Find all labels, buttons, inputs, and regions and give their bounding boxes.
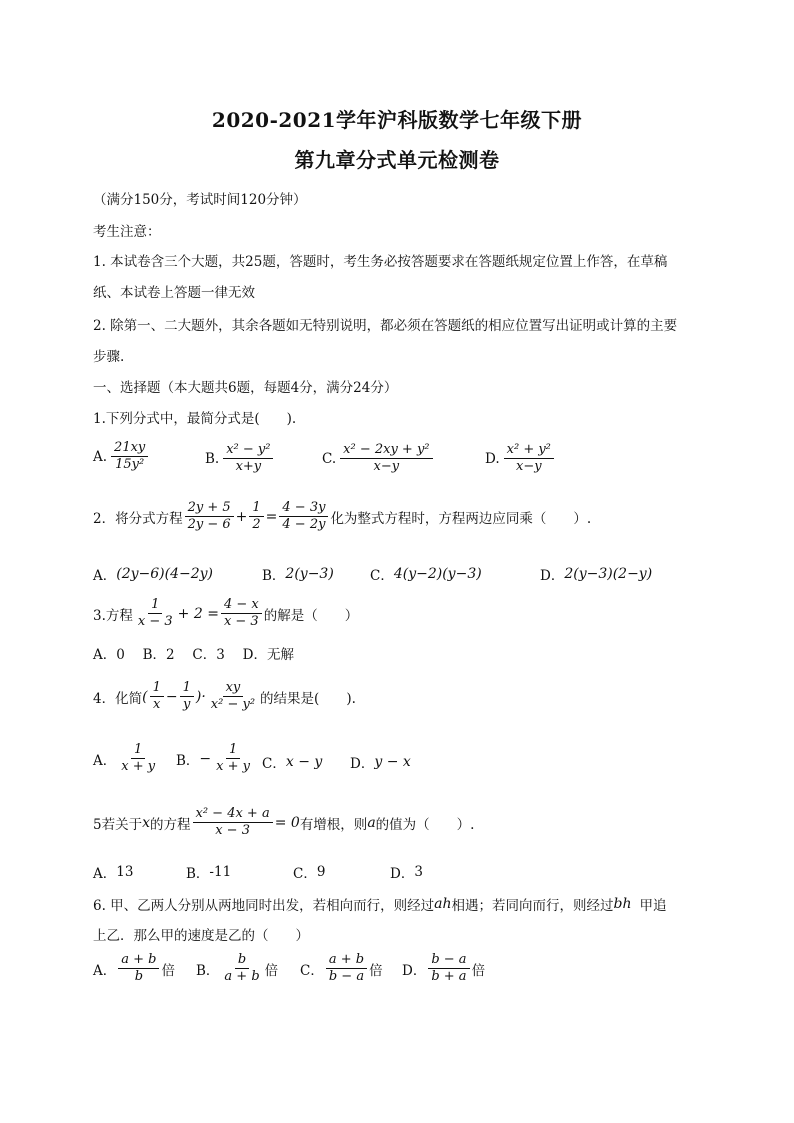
fraction [135,597,176,631]
denominator: x−y [373,459,400,475]
denominator: x+y [235,459,262,475]
stem-text: 3.方程 [93,607,133,624]
question-6-line-1 [93,894,667,914]
notice-1-line-1: 1. 本试卷含三个大题，共25题，答题时，考生务必按答题要求在答题纸规定位置上作答，在草稿 [93,254,668,270]
option-expr: (2y−6)(4−2y) [116,566,214,582]
numerator: xy [223,680,244,697]
denominator: b + a [431,969,467,985]
denominator: x − 3 [223,614,259,630]
denominator: x² − y² [210,697,256,713]
q1-option-d[interactable] [485,442,556,476]
option-label: B． [176,752,200,769]
denominator: a + b [224,969,260,985]
option-label: A． [93,568,117,584]
numerator: 2y + 5 [185,500,234,517]
fraction [180,680,194,714]
option-value: -11 [209,864,232,880]
variable: bh [613,896,632,912]
operator: − [165,688,178,705]
operator: + 2 = [177,605,219,622]
option-label: C. [322,450,337,467]
q4-option-a[interactable] [93,742,160,776]
option-label: A． [93,962,117,979]
notice-1-line-2: 纸、本试卷上答题一律无效 [93,285,255,301]
q2-option-d[interactable] [540,564,652,584]
option-expr: 2(y−3)(2−y) [564,566,653,582]
fraction [111,440,148,474]
q5-option-a[interactable] [93,862,133,882]
q2-option-c[interactable] [370,564,482,584]
stem-text: 化为整式方程时，方程两边应同乘（ ）. [330,510,592,527]
variable: x [142,814,150,831]
q1-option-a[interactable] [93,440,150,474]
operator: − [199,750,212,767]
q2-option-a[interactable] [93,564,213,584]
notice-2-line-2: 步骤. [93,349,125,365]
denominator: b − a [328,969,365,985]
numerator: a + b [118,952,159,969]
option-label: C． [370,568,394,584]
option-label: C． [262,756,286,772]
q5-option-b[interactable] [186,862,231,882]
option-expr: y − x [374,754,411,770]
fraction [213,742,253,776]
q6-option-a[interactable] [93,952,175,986]
numerator: 1 [180,680,194,697]
fraction [223,442,273,476]
question-5-stem [93,806,474,840]
denominator: 2 [252,517,261,533]
option-label: B. [205,450,220,467]
option-label: C． [293,866,317,882]
numerator: x² − y² [223,442,273,459]
option-label: B． [262,568,286,584]
numerator: 1 [148,597,162,614]
numerator: a + b [326,952,367,969]
stem-text: 甲追 [639,898,667,914]
denominator: x−y [515,459,542,475]
numerator: x² − 4x + a [193,806,273,823]
numerator: b [235,952,249,969]
q6-option-b[interactable] [196,952,278,986]
q6-option-c[interactable] [300,952,383,986]
option-label: D. [485,450,500,467]
q5-option-c[interactable] [293,862,325,882]
notice-title: 考生注意： [93,224,161,240]
page-title: 2020-2021学年沪科版数学七年级下册 [211,108,583,132]
variable: ah [434,896,452,912]
numerator: x² − 2xy + y² [340,442,432,459]
option-label: D． [402,962,427,979]
fraction [208,680,258,714]
q5-option-d[interactable] [390,862,423,882]
numerator: 21xy [111,440,148,457]
fraction [249,500,263,534]
denominator: x − 3 [215,823,250,839]
numerator: 4 − x [221,597,262,614]
q6-option-d[interactable] [402,952,485,986]
option-expr: 4(y−2)(y−3) [393,566,482,582]
fraction [150,680,164,714]
operator: = 0 [274,814,300,831]
denominator: x − 3 [137,614,173,630]
operator: + [235,508,248,525]
stem-text: 2．将分式方程 [93,510,183,527]
operator: )· [195,688,206,705]
option-label: D． [540,568,565,584]
stem-text: 的解是（ ） [263,607,359,624]
numerator: x² + y² [504,442,554,459]
fraction [340,442,432,476]
page-subtitle: 第九章分式单元检测卷 [294,148,500,172]
denominator: x [153,697,161,713]
fraction [326,952,367,986]
fraction [221,597,262,631]
fraction [118,952,159,986]
fraction [504,442,554,476]
option-expr: x − y [285,754,323,770]
q1-option-b[interactable] [205,442,275,476]
q1-option-c[interactable] [322,442,435,476]
variable: a [367,814,376,831]
unit-text: 倍 [264,962,279,979]
question-1-stem: 1.下列分式中，最简分式是( ). [93,411,297,427]
denominator: 15y² [115,457,145,473]
fraction [193,806,273,840]
option-label: D． [350,756,375,772]
q4-option-c[interactable] [262,752,322,772]
option-label: B． [196,962,220,979]
option-label: A． [93,866,117,882]
numerator: 1 [131,742,145,759]
option-label: B． [186,866,210,882]
stem-text: 5若关于 [93,816,143,833]
denominator: 2y − 6 [187,517,231,533]
q4-option-b[interactable] [176,742,255,776]
numerator: 1 [226,742,240,759]
notice-2-line-1: 2. 除第一、二大题外，其余各题如无特别说明，都必须在答题纸的相应位置写出证明或计算的主要 [93,318,678,334]
fraction [428,952,469,986]
denominator: b [134,969,144,985]
question-4-stem [93,680,356,714]
operator: = [265,508,278,525]
option-value: 9 [316,864,326,880]
unit-text: 倍 [471,962,486,979]
denominator: 4 − 2y [282,517,326,533]
fraction [185,500,234,534]
stem-text: 4．化简 [93,690,143,707]
numerator: 4 − 3y [279,500,328,517]
question-6-line-2: 上乙．那么甲的速度是乙的（ ） [93,928,309,944]
stem-text: 6. 甲、乙两人分别从两地同时出发，若相向而行，则经过 [93,898,435,914]
option-value: 13 [116,864,134,880]
option-label: C． [300,962,324,979]
q4-option-d[interactable] [350,752,411,772]
section-heading: 一、选择题（本大题共6题，每题4分，满分24分） [93,380,398,396]
stem-text: 的值为（ ）. [375,816,475,833]
q2-option-b[interactable] [262,564,334,584]
fraction [118,742,158,776]
stem-text: 的方程 [150,816,191,833]
numerator: b − a [428,952,469,969]
denominator: x + y [216,759,250,775]
option-label: A． [93,752,117,769]
exam-meta: （满分150分，考试时间120分钟） [93,192,307,208]
unit-text: 倍 [369,962,383,979]
operator: ( [142,688,148,705]
option-label: A. [93,448,108,465]
stem-text: 相遇；若同向而行，则经过 [451,898,614,914]
fraction [221,952,262,986]
numerator: 1 [249,500,263,517]
option-value: 3 [414,864,423,880]
option-label: D． [390,866,415,882]
q3-options[interactable]: A．0 B．2 C．3 D．无解 [93,647,294,663]
stem-text: 的结果是( ). [260,690,356,707]
denominator: y [183,697,191,713]
denominator: x + y [121,759,156,775]
unit-text: 倍 [161,962,175,979]
fraction [279,500,328,534]
question-2-stem [93,500,591,534]
option-expr: 2(y−3) [285,566,334,582]
stem-text: 有增根，则 [299,816,368,833]
question-3-stem [93,597,358,631]
numerator: 1 [150,680,164,697]
